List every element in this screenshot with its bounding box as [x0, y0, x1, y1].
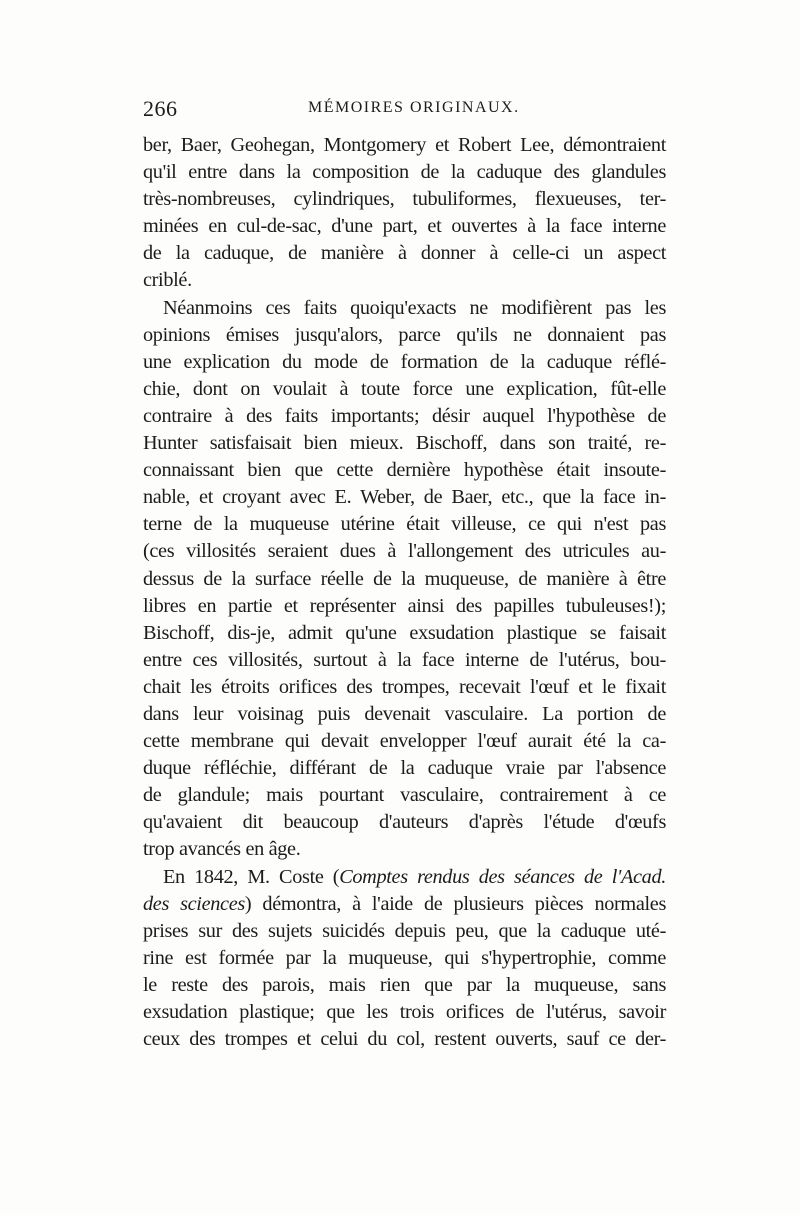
text-line: de la caduque, de manière à donner à celle-ci un aspect — [143, 242, 666, 265]
text-line: (ces villosités seraient dues à l'allongement des utricules au- — [143, 540, 666, 563]
text-line: criblé. — [143, 269, 192, 292]
running-head: MÉMOIRES ORIGINAUX. — [308, 99, 520, 116]
page-number: 266 — [143, 96, 178, 121]
text-line: dans leur voisinag puis devenait vasculaire. La portion de — [143, 702, 666, 725]
citation-tail: ) démontra, à l'aide de plusieurs pièces normales — [244, 892, 666, 915]
text-line: de glandule; mais pourtant vasculaire, contrairement à ce — [143, 784, 666, 807]
citation-lead: En 1842, M. Coste ( — [163, 865, 340, 888]
text-line: entre ces villosités, surtout à la face interne de l'utérus, bou- — [143, 648, 666, 671]
text-line: rine est formée par la muqueuse, qui s'hypertrophie, comme — [143, 946, 666, 969]
text-line: trop avancés en âge. — [143, 838, 301, 861]
body-text — [143, 132, 666, 1053]
text-line: libres en partie et représenter ainsi des papilles tubuleuses!); — [143, 594, 666, 617]
text-line: Néanmoins ces faits quoiqu'exacts ne modifièrent pas les — [163, 296, 666, 319]
text-line: une explication du mode de formation de la caduque réflé- — [143, 350, 666, 373]
text-line: minées en cul-de-sac, d'une part, et ouvertes à la face interne — [143, 215, 666, 238]
text-line: exsudation plastique; que les trois orifices de l'utérus, savoir — [143, 1001, 666, 1023]
text-line: très-nombreuses, cylindriques, tubuliformes, flexueuses, ter- — [143, 188, 666, 211]
text-line: chait les étroits orifices des trompes, recevait l'œuf et le fixait — [143, 675, 666, 698]
text-line: prises sur des sujets suicidés depuis peu, que la caduque uté- — [143, 919, 666, 942]
text-line: ber, Baer, Geohegan, Montgomery et Robert Lee, démontraient — [143, 134, 666, 156]
text-line: le reste des parois, mais rien que par la muqueuse, sans — [143, 973, 666, 996]
text-line: contraire à des faits importants; désir auquel l'hypothèse de — [143, 404, 666, 427]
text-line: connaissant bien que cette dernière hypothèse était insoute- — [143, 459, 666, 482]
text-line: ceux des trompes et celui du col, restent ouverts, sauf ce der- — [143, 1028, 666, 1051]
text-line — [143, 891, 666, 918]
page-header — [143, 96, 663, 126]
text-line: Bischoff, dis-je, admit qu'une exsudation plastique se faisait — [143, 621, 666, 644]
text-line-citation — [143, 864, 666, 891]
text-line: cette membrane qui devait envelopper l'œuf aurait été la ca- — [143, 730, 666, 753]
text-line: duque réfléchie, différant de la caduque vraie par l'absence — [143, 757, 666, 780]
text-line: chie, dont on voulait à toute force une explication, fût-elle — [143, 377, 666, 400]
text-line: Hunter satisfaisait bien mieux. Bischoff, dans son traité, re- — [143, 432, 666, 455]
text-line: terne de la muqueuse utérine était villeuse, ce qui n'est pas — [143, 513, 666, 536]
text-line: qu'avaient dit beaucoup d'auteurs d'après l'étude d'œufs — [143, 811, 666, 834]
citation-title-cont: des sciences — [143, 892, 245, 915]
text-line: nable, et croyant avec E. Weber, de Baer, etc., que la face in- — [143, 486, 666, 509]
text-line: dessus de la surface réelle de la muqueuse, de manière à être — [143, 567, 666, 590]
citation-title: Comptes rendus des séances de l'Acad. — [339, 865, 666, 888]
text-line: qu'il entre dans la composition de la caduque des glandules — [143, 161, 666, 184]
text-line: opinions émises jusqu'alors, parce qu'ils ne donnaient pas — [143, 323, 666, 346]
